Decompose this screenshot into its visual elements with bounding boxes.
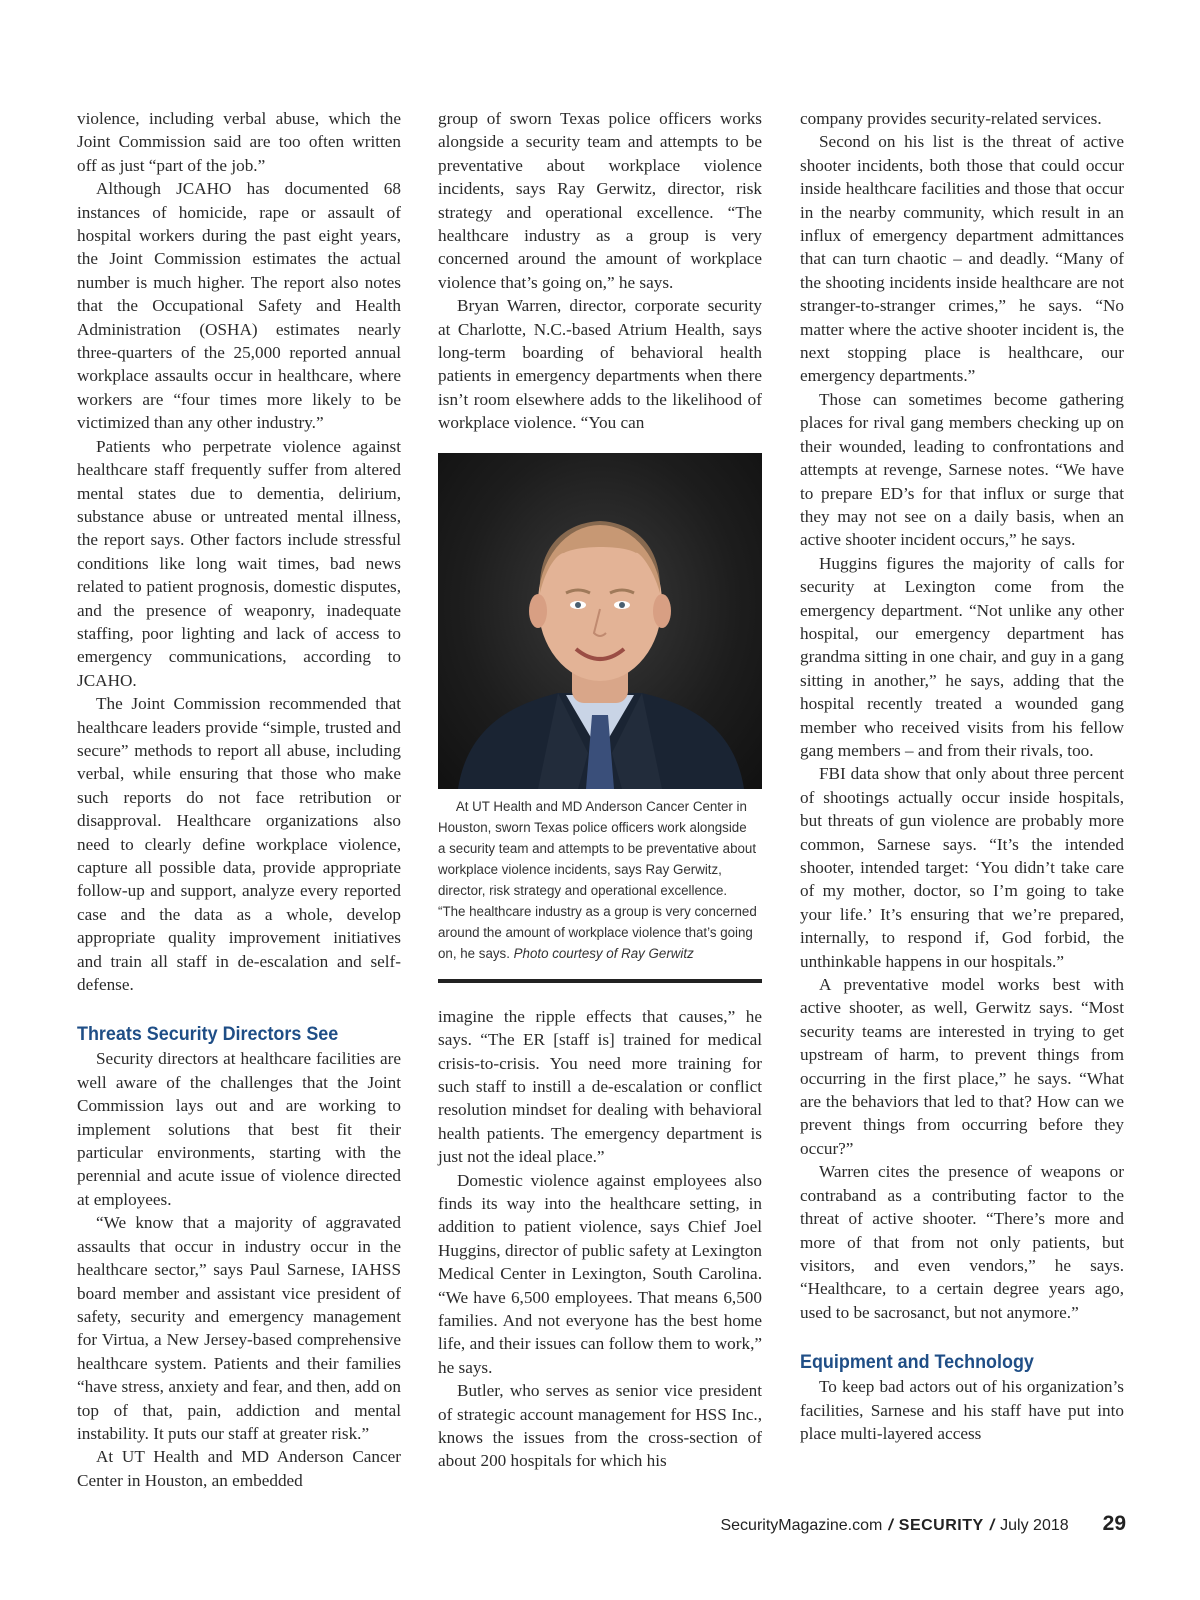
paragraph: The Joint Commission recommended that healthcare leaders provide “simple, trusted and secure” methods to report all abuse, including verbal, while ensuring that those who make such reports do not face retribution or disapproval. Healthcare organizations also need to clearly define workplace violence, capture all possible data, provide appropriate follow-up and support, analyze every reported case and the data as a whole, develop appropriate quality improvement initiatives and train all staff in de-escalation and self-defense.: [77, 694, 401, 995]
paragraph: Although JCAHO has documented 68 instances of homicide, rape or assault of hospital workers during the past eight years, the Joint Commission estimates the actual number is much higher. The report also notes that the Occupational Safety and Health Administration (OSHA) estimates nearly three-quarters of the 25,000 reported annual workplace assaults occur in healthcare, where workers are “four times more likely to be victimized than any other industry.”: [77, 179, 401, 433]
caption-text: At UT Health and MD Anderson Cancer Center in Houston, sworn Texas police officers work alongside a security team and attempts to be preventative about workplace violence incidents, says Ray Gerwitz, director, risk strategy and operational excellence. “The healthcare industry as a group is very concerned around the amount of workplace violence that’s going on, he says.: [438, 798, 757, 962]
photo-credit: Photo courtesy of Ray Gerwitz: [513, 945, 694, 962]
caption-divider: [438, 979, 762, 983]
paragraph: company provides security-related services.: [800, 109, 1102, 128]
page-number: 29: [1102, 1512, 1126, 1535]
footer-magazine: SECURITY: [898, 1517, 984, 1534]
paragraph: “We know that a majority of aggravated assaults that occur in industry occur in the healthcare sector,” says Paul Sarnese, IAHSS board member and assistant vice president of safety, security and emergency management for Virtua, a New Jersey-based comprehensive healthcare system. Patients and their families “have stress, anxiety and fear, and then, add on top of that, pain, addiction and mental instability. It puts our staff at greater risk.”: [77, 1213, 401, 1443]
section-heading-equipment: Equipment and Technology: [800, 1351, 1034, 1374]
paragraph: FBI data show that only about three percent of shootings actually occur inside hospitals, but threats of gun violence are probably more common, Sarnese says. “It’s the intended shooter, intended target: ‘You didn’t take care of my mother, doctor, so I’m going to take your life.’ It’s ensuring that we’re prepared, internally, to respond if, God forbid, the unthinkable happens in our hospitals.”: [800, 764, 1124, 971]
paragraph: Domestic violence against employees also finds its way into the healthcare setting, in addition to patient violence, says Chief Joel Huggins, director of public safety at Lexington Medical Center in Lexington, South Carolina. “We have 6,500 employees. That means 6,500 families. And not everyone has the best home life, and their issues can follow them to work,” he says.: [438, 1170, 762, 1377]
portrait-illustration: [438, 453, 762, 789]
photo-caption: [438, 797, 758, 965]
paragraph: Those can sometimes become gathering places for rival gang members checking up on their wounded, leading to confrontations and attempts at revenge, Sarnese notes. “We have to prepare ED’s for that influx or surge that they may not see on a daily basis, when an active shooter incident occurs,” he says.: [800, 389, 1124, 550]
paragraph: Huggins figures the majority of calls for security at Lexington come from the emergency department. “Not unlike any other hospital, our emergency department has grandma sitting in one chair, and guy in a gang sitting in another,” he says, adding that the hospital recently treated a wounded gang member who received visits from his fellow gang members – and from their rivals, too.: [800, 553, 1124, 760]
paragraph: Patients who perpetrate violence against healthcare staff frequently suffer from altered mental states due to dementia, delirium, substance abuse or untreated mental illness, the report says. Other factors include stressful conditions like long wait times, bad news related to patient prognosis, domestic disputes, and the presence of weaponry, inadequate staffing, poor lighting and lack of access to emergency communications, according to JCAHO.: [77, 436, 401, 690]
paragraph: group of sworn Texas police officers works alongside a security team and attempts to be preventative about workplace violence incidents, says Ray Gerwitz, director, risk strategy and operational excellence. “The healthcare industry as a group is very concerned around the amount of workplace violence that’s going on,” he says.: [438, 109, 762, 292]
paragraph: Warren cites the presence of weapons or contraband as a contributing factor to the threat of active shooter. “There’s more and more of that from not only patients, but visitors, and even vendors,” he says. “Healthcare, to a certain degree years ago, used to be sacrosanct, but not anymore.”: [800, 1162, 1124, 1322]
paragraph: Butler, who serves as senior vice president of strategic account management for HSS Inc., knows the issues from the cross-section of about 200 hospitals for which his: [438, 1381, 762, 1471]
section-heading-threats: Threats Security Directors See: [77, 1023, 339, 1046]
paragraph: Second on his list is the threat of active shooter incidents, both those that could occur inside healthcare facilities and those that occur in the nearby community, which result in an influx of emergency department admittances that can turn chaotic – and deadly. “Many of the shooting incidents inside healthcare are not stranger-to-stranger crimes,” he says. “No matter where the active shooter incident is, the next stopping place is healthcare, our emergency departments.”: [800, 132, 1124, 386]
paragraph: Bryan Warren, director, corporate security at Charlotte, N.C.-based Atrium Health, says long-term boarding of behavioral health patients in emergency departments when there isn’t room elsewhere adds to the likelihood of workplace violence. “You can: [438, 296, 762, 433]
footer-issue: July 2018: [1000, 1517, 1069, 1534]
paragraph: A preventative model works best with active shooter, as well, Gerwitz says. “Most security teams are interested in trying to get upstream of harm, to prevent things from occurring in the first place,” he says. “What are the behaviors that led to that? How can we prevent things from occurring before they occur?”: [800, 975, 1124, 1158]
footer-separator: /: [989, 1517, 995, 1534]
article-column-2: [438, 107, 762, 1473]
paragraph: violence, including verbal abuse, which the Joint Commission said are too often written off as just “part of the job.”: [77, 109, 401, 175]
footer-site: SecurityMagazine.com: [720, 1517, 883, 1534]
article-column-3: [800, 107, 1124, 1445]
portrait-photo: [438, 453, 762, 789]
footer-separator: /: [888, 1517, 893, 1534]
article-column-1: [77, 107, 401, 1492]
paragraph: Security directors at healthcare facilities are well aware of the challenges that the Joint Commission lays out and are working to implement solutions that best fit their particular environments, starting with the perennial and acute issue of violence directed at employees.: [77, 1049, 401, 1209]
page-footer: [720, 1512, 1126, 1536]
paragraph: To keep bad actors out of his organization’s facilities, Sarnese and his staff have put into place multi-layered access: [800, 1377, 1124, 1443]
paragraph: imagine the ripple effects that causes,” he says. “The ER [staff is] trained for medical crisis-to-crisis. You need more training for such staff to instill a de-escalation or conflict resolution mindset for dealing with behavioral health patients. The emergency department is just not the ideal place.”: [438, 1006, 762, 1167]
paragraph: At UT Health and MD Anderson Cancer Center in Houston, an embedded: [77, 1447, 401, 1490]
